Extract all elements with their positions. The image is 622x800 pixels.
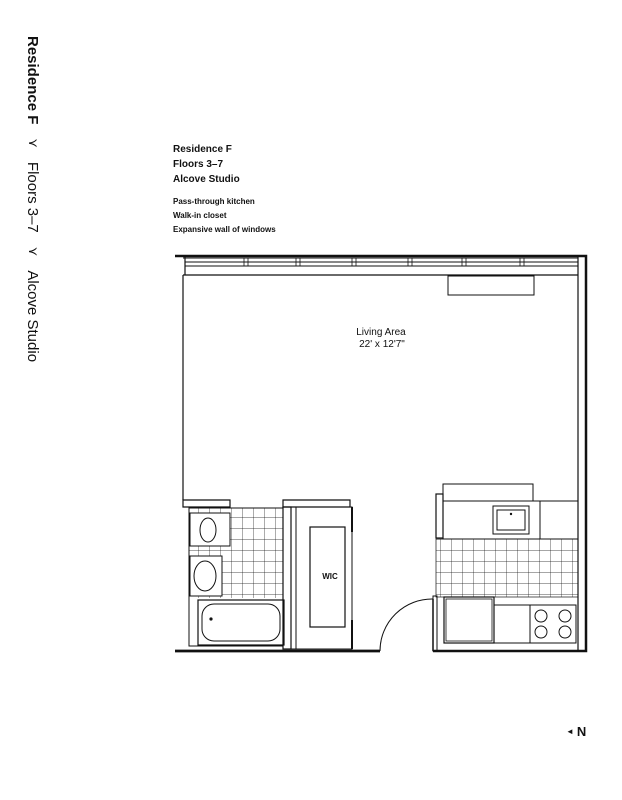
bathroom-wall (183, 500, 230, 507)
exterior-wall-inner (183, 275, 578, 500)
stove (530, 605, 576, 643)
living-area-dims: 22' x 12'7" (359, 339, 405, 350)
breadcrumb-unit-type: Alcove Studio (24, 270, 42, 363)
breadcrumb-residence: Residence F (24, 36, 42, 125)
closet-wall-top (283, 500, 350, 507)
closet-label: WIC (322, 572, 338, 581)
refrigerator (444, 597, 494, 643)
chevron-down-icon: ⋎ (26, 138, 41, 148)
entry-door (380, 599, 433, 651)
bathroom (189, 508, 284, 646)
chevron-down-icon: ⋎ (26, 246, 41, 257)
heating-unit (448, 276, 534, 295)
unit-type-label: Alcove Studio (173, 174, 240, 185)
window-wall (183, 256, 578, 275)
north-label: N (576, 724, 587, 739)
living-area-label: Living Area (356, 327, 406, 338)
arrow-left-icon: ◄ (566, 727, 574, 736)
feature-item: Walk-in closet (173, 211, 227, 220)
feature-item: Expansive wall of windows (173, 225, 276, 234)
residence-name: Residence F (173, 144, 232, 155)
feature-item: Pass-through kitchen (173, 197, 255, 206)
breadcrumb-floors: Floors 3–7 (24, 161, 42, 233)
north-indicator (566, 724, 586, 739)
floors-label: Floors 3–7 (173, 159, 224, 170)
kitchen (433, 484, 578, 651)
dishwasher (540, 501, 578, 539)
